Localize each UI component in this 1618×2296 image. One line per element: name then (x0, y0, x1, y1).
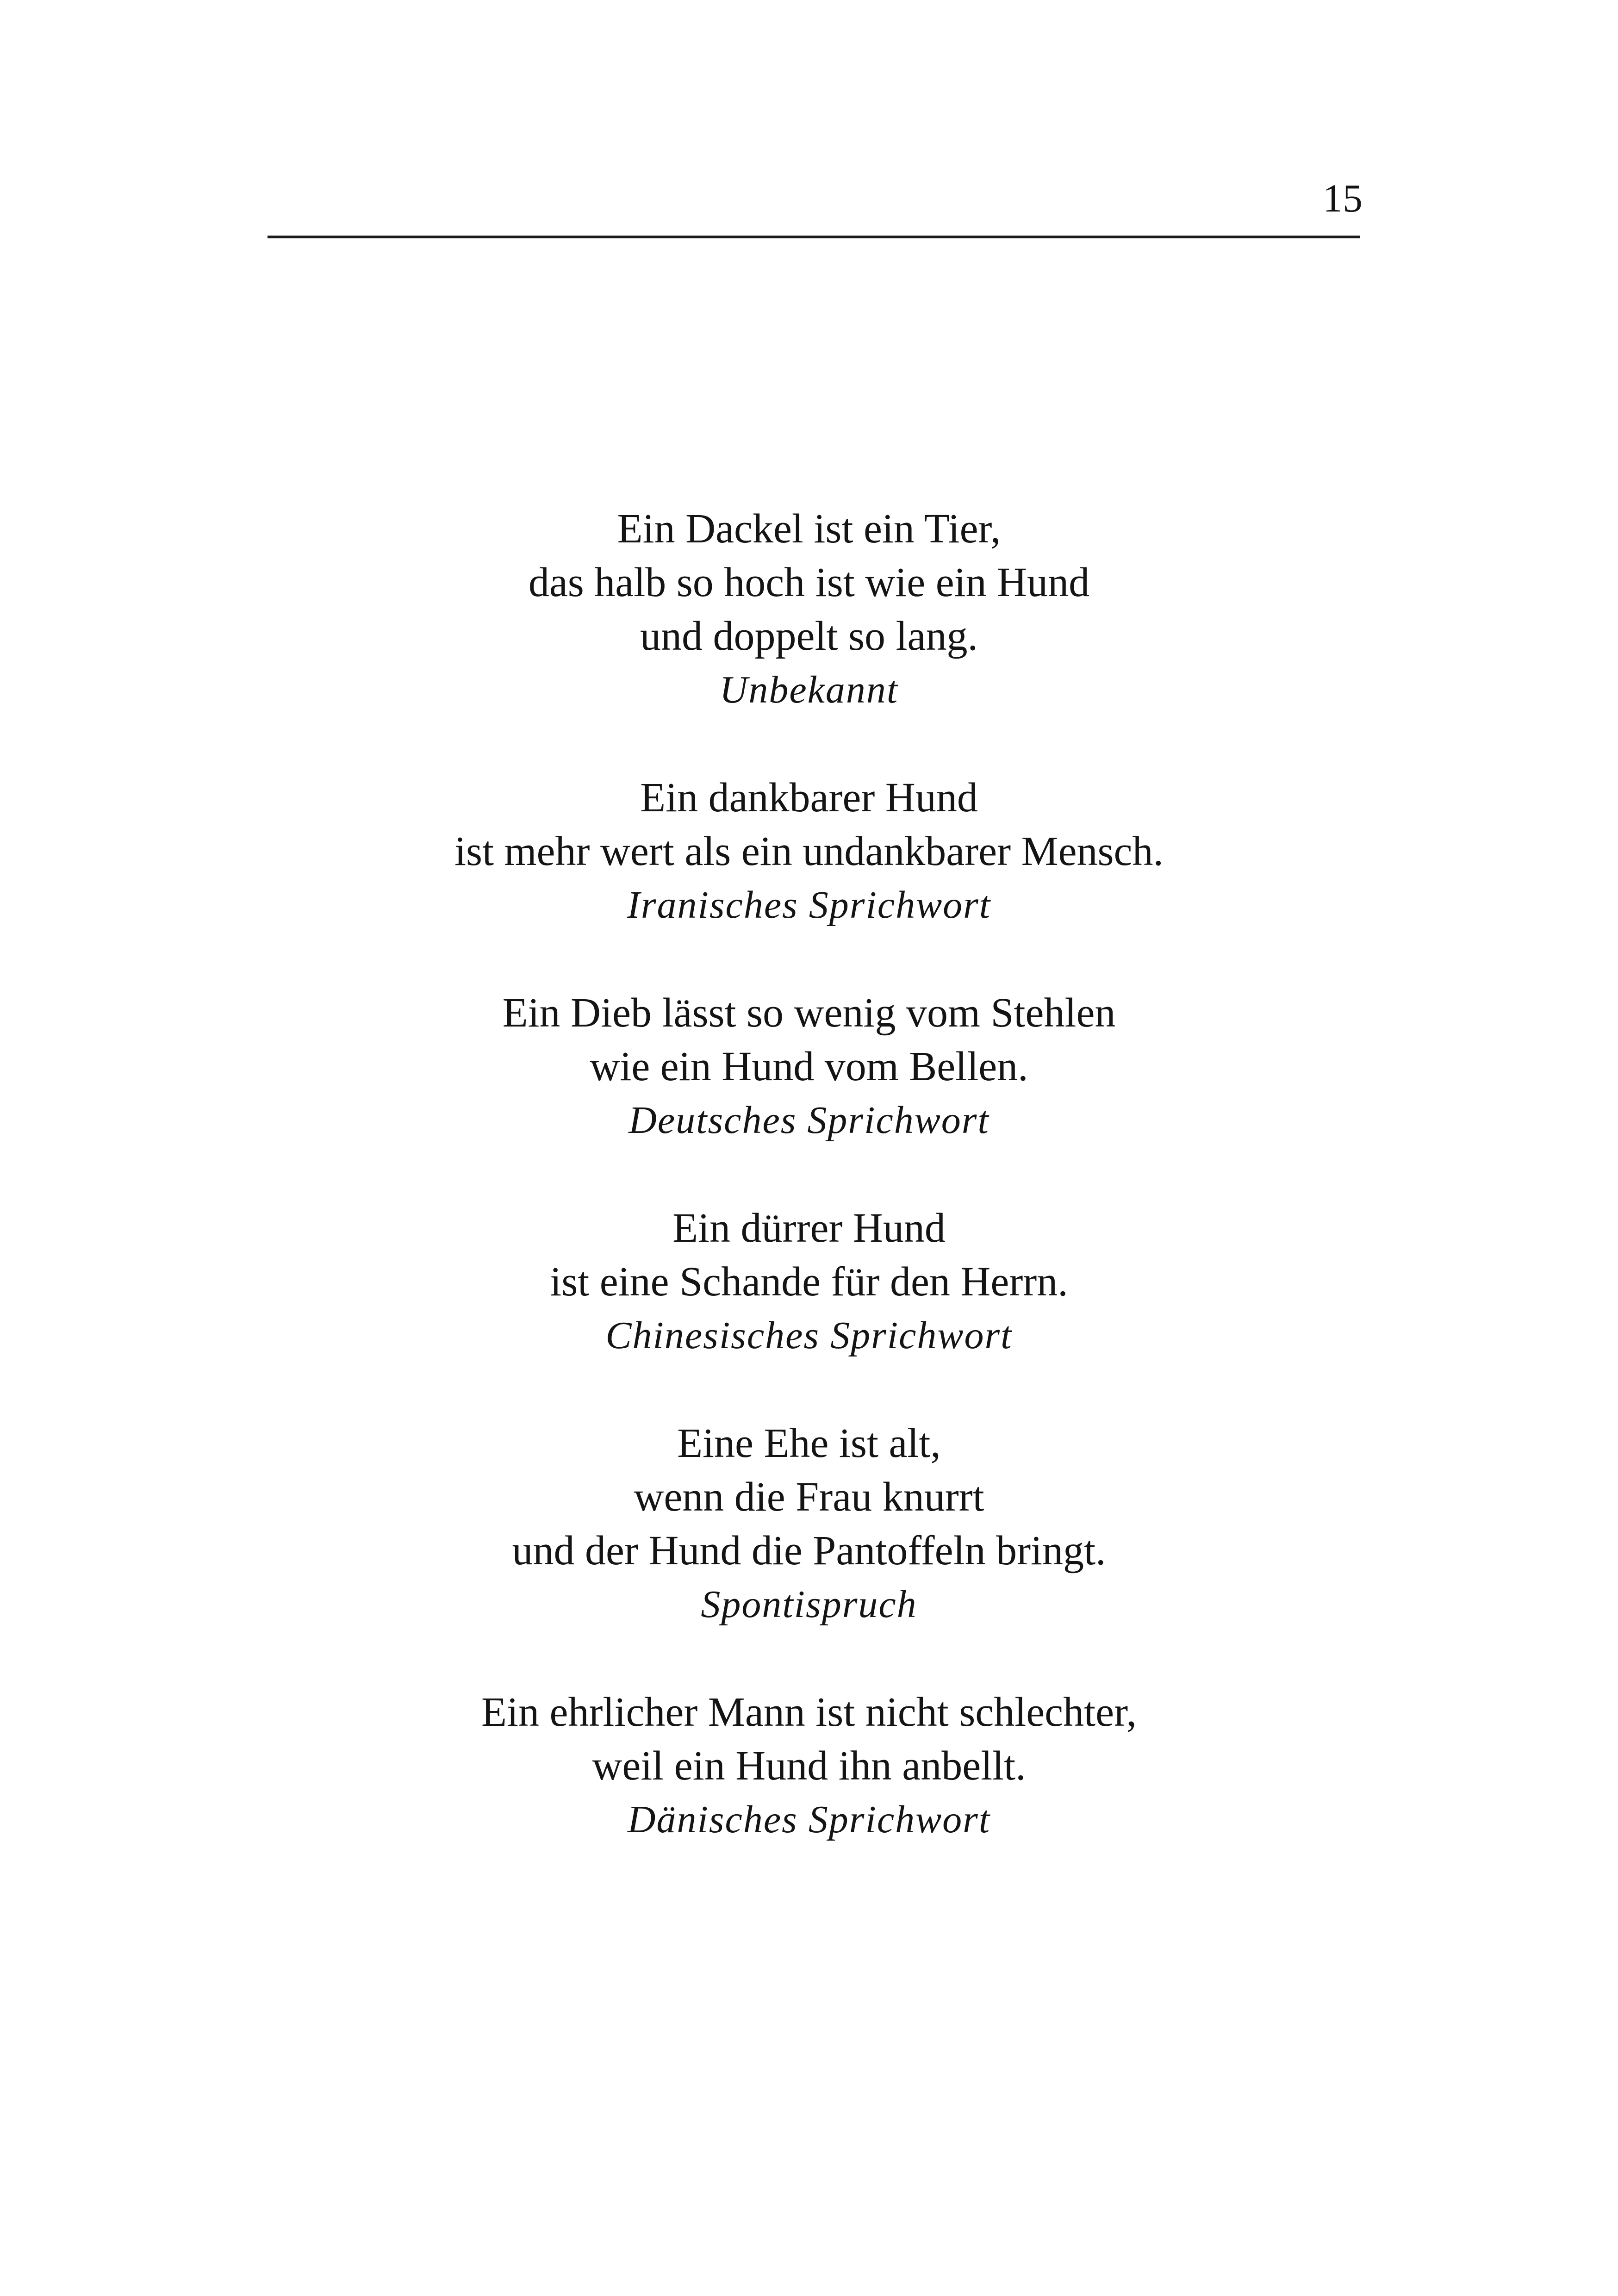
quote-line: ist eine Schande für den Herrn. (550, 1259, 1068, 1305)
quote-line: das halb so hoch ist wie ein Hund (528, 560, 1090, 605)
quote-source: Deutsches Sprichwort (629, 1099, 989, 1142)
quote-line: Ein Dieb lässt so wenig vom Stehlen (502, 990, 1116, 1036)
quote-line: ist mehr wert als ein undankbarer Mensch. (454, 828, 1164, 874)
quote-line: Eine Ehe ist alt, (677, 1420, 941, 1466)
quote-source: Unbekannt (719, 668, 899, 711)
quote-line: Ein Dackel ist ein Tier, (617, 506, 1001, 552)
quote-block (0, 1201, 1618, 1363)
quote-line: Ein ehrlicher Mann ist nicht schlechter, (481, 1689, 1137, 1735)
quote-block (0, 1686, 1618, 1847)
quote-block (0, 502, 1618, 717)
quote-line: Ein dürrer Hund (672, 1205, 946, 1251)
quote-line: wie ein Hund vom Bellen. (590, 1044, 1028, 1089)
quote-block (0, 771, 1618, 932)
quote-line: und doppelt so lang. (640, 613, 978, 659)
quote-line: und der Hund die Pantoffeln bringt. (512, 1528, 1106, 1574)
quote-source: Iranisches Sprichwort (627, 884, 991, 927)
quote-list (0, 502, 1618, 1901)
page-number: 15 (1323, 176, 1363, 220)
quote-source: Chinesisches Sprichwort (605, 1314, 1013, 1357)
quote-source: Dänisches Sprichwort (627, 1798, 991, 1841)
quote-line: Ein dankbarer Hund (640, 775, 978, 821)
quote-block (0, 986, 1618, 1147)
header-rule (268, 236, 1360, 238)
quote-line: weil ein Hund ihn anbellt. (592, 1743, 1026, 1789)
quote-line: wenn die Frau knurrt (634, 1474, 984, 1520)
quote-source: Spontispruch (701, 1583, 917, 1626)
quote-block (0, 1417, 1618, 1631)
